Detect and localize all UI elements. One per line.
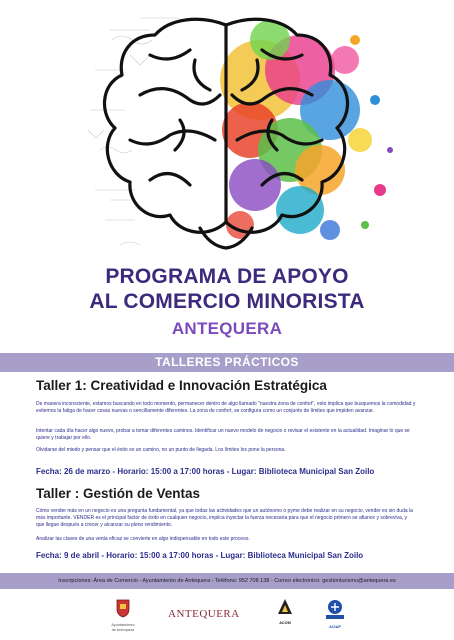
taller2-paragraph-2: Analizar las claves de una venta eficaz se convierte en algo indispensable en todo este proceso. [36,536,250,542]
program-subtitle: ANTEQUERA [171,319,283,338]
logo-antequera-text: ANTEQUERA [168,608,240,620]
taller2-title: Taller : Gestión de Ventas [36,486,201,501]
logo-ayuntamiento-caption-2: de Antequera [111,627,135,632]
program-title-line2: AL COMERCIO MINORISTA [89,290,365,313]
logo-ayuntamiento [103,598,143,632]
taller1-title: Taller 1: Creatividad e Innovación Estratégica [36,378,327,393]
acom-mark-icon [277,598,293,616]
logo-acom [270,598,300,626]
logo-acom-caption: ACOM [279,621,291,625]
color-splatter [220,20,393,240]
section-band-label: TALLERES PRÁCTICOS [155,355,299,369]
aciap-mark-icon [324,598,346,620]
footer-contact-text: Inscripciones: Área de Comercio - Ayuntamiento de Antequera - Teléfono: 952 708 138 - Correo electrónico: gestionturismo@antequera.es [58,578,396,584]
logo-ayuntamiento-caption-1: Ayuntamiento [111,623,135,627]
crest-icon [115,598,131,618]
taller1-date: Fecha: 26 de marzo - Horario: 15:00 a 17:00 horas - Lugar: Biblioteca Municipal San Zoilo [36,467,375,476]
logo-aciap [320,598,350,630]
taller2-date: Fecha: 9 de abril - Horario: 15:00 a 17:00 horas - Lugar: Biblioteca Municipal San Zoilo [36,551,364,560]
program-title-line1: PROGRAMA DE APOYO [105,265,349,288]
brain-illustration [0,0,454,262]
taller1-paragraph-3: Olvidarse del miedo y pensar que el éxito es un camino, no un punto de llegada. Los límites los pone la persona. [36,447,286,453]
logo-aciap-caption: ACIAP [329,625,341,629]
program-title-block [0,264,454,339]
formula-scribbles [88,18,180,245]
taller1-paragraph-1: De manera inconsciente, estamos buscando en todo momento, permanecer dentro de algo llamado "nuestra zona de confort", esto implica que busquemos la comodidad y evitemos la fatiga de hacer cosas nuevas o sencillamente diferentes. La zona de confort, se configura como un conjunto de límites que impiden avanzar. [36,401,416,414]
taller2-paragraph-1: Cómo vender más en un negocio es una pregunta fundamental, ya que todas las actividades que un autónomo o pyme debe realizar en su negocio, vender es sin duda la más importante. VENDER es el principal factor de éxito en cualquier negocio, implica inyectar la fuerza necesaria para que el negocio primero se afiance y sobreviva, y que llegue después a crecer y alcanzar su pleno rendimiento. [36,508,413,528]
logo-antequera [168,608,238,620]
taller1-paragraph-2: Intentar cada día hacer algo nuevo, probar a tomar diferentes caminos. Identificar un nuevo modelo de negocio o revisar el existente en la actualidad. Imaginar lo que se quiere y trabajar por ello. [36,428,410,441]
